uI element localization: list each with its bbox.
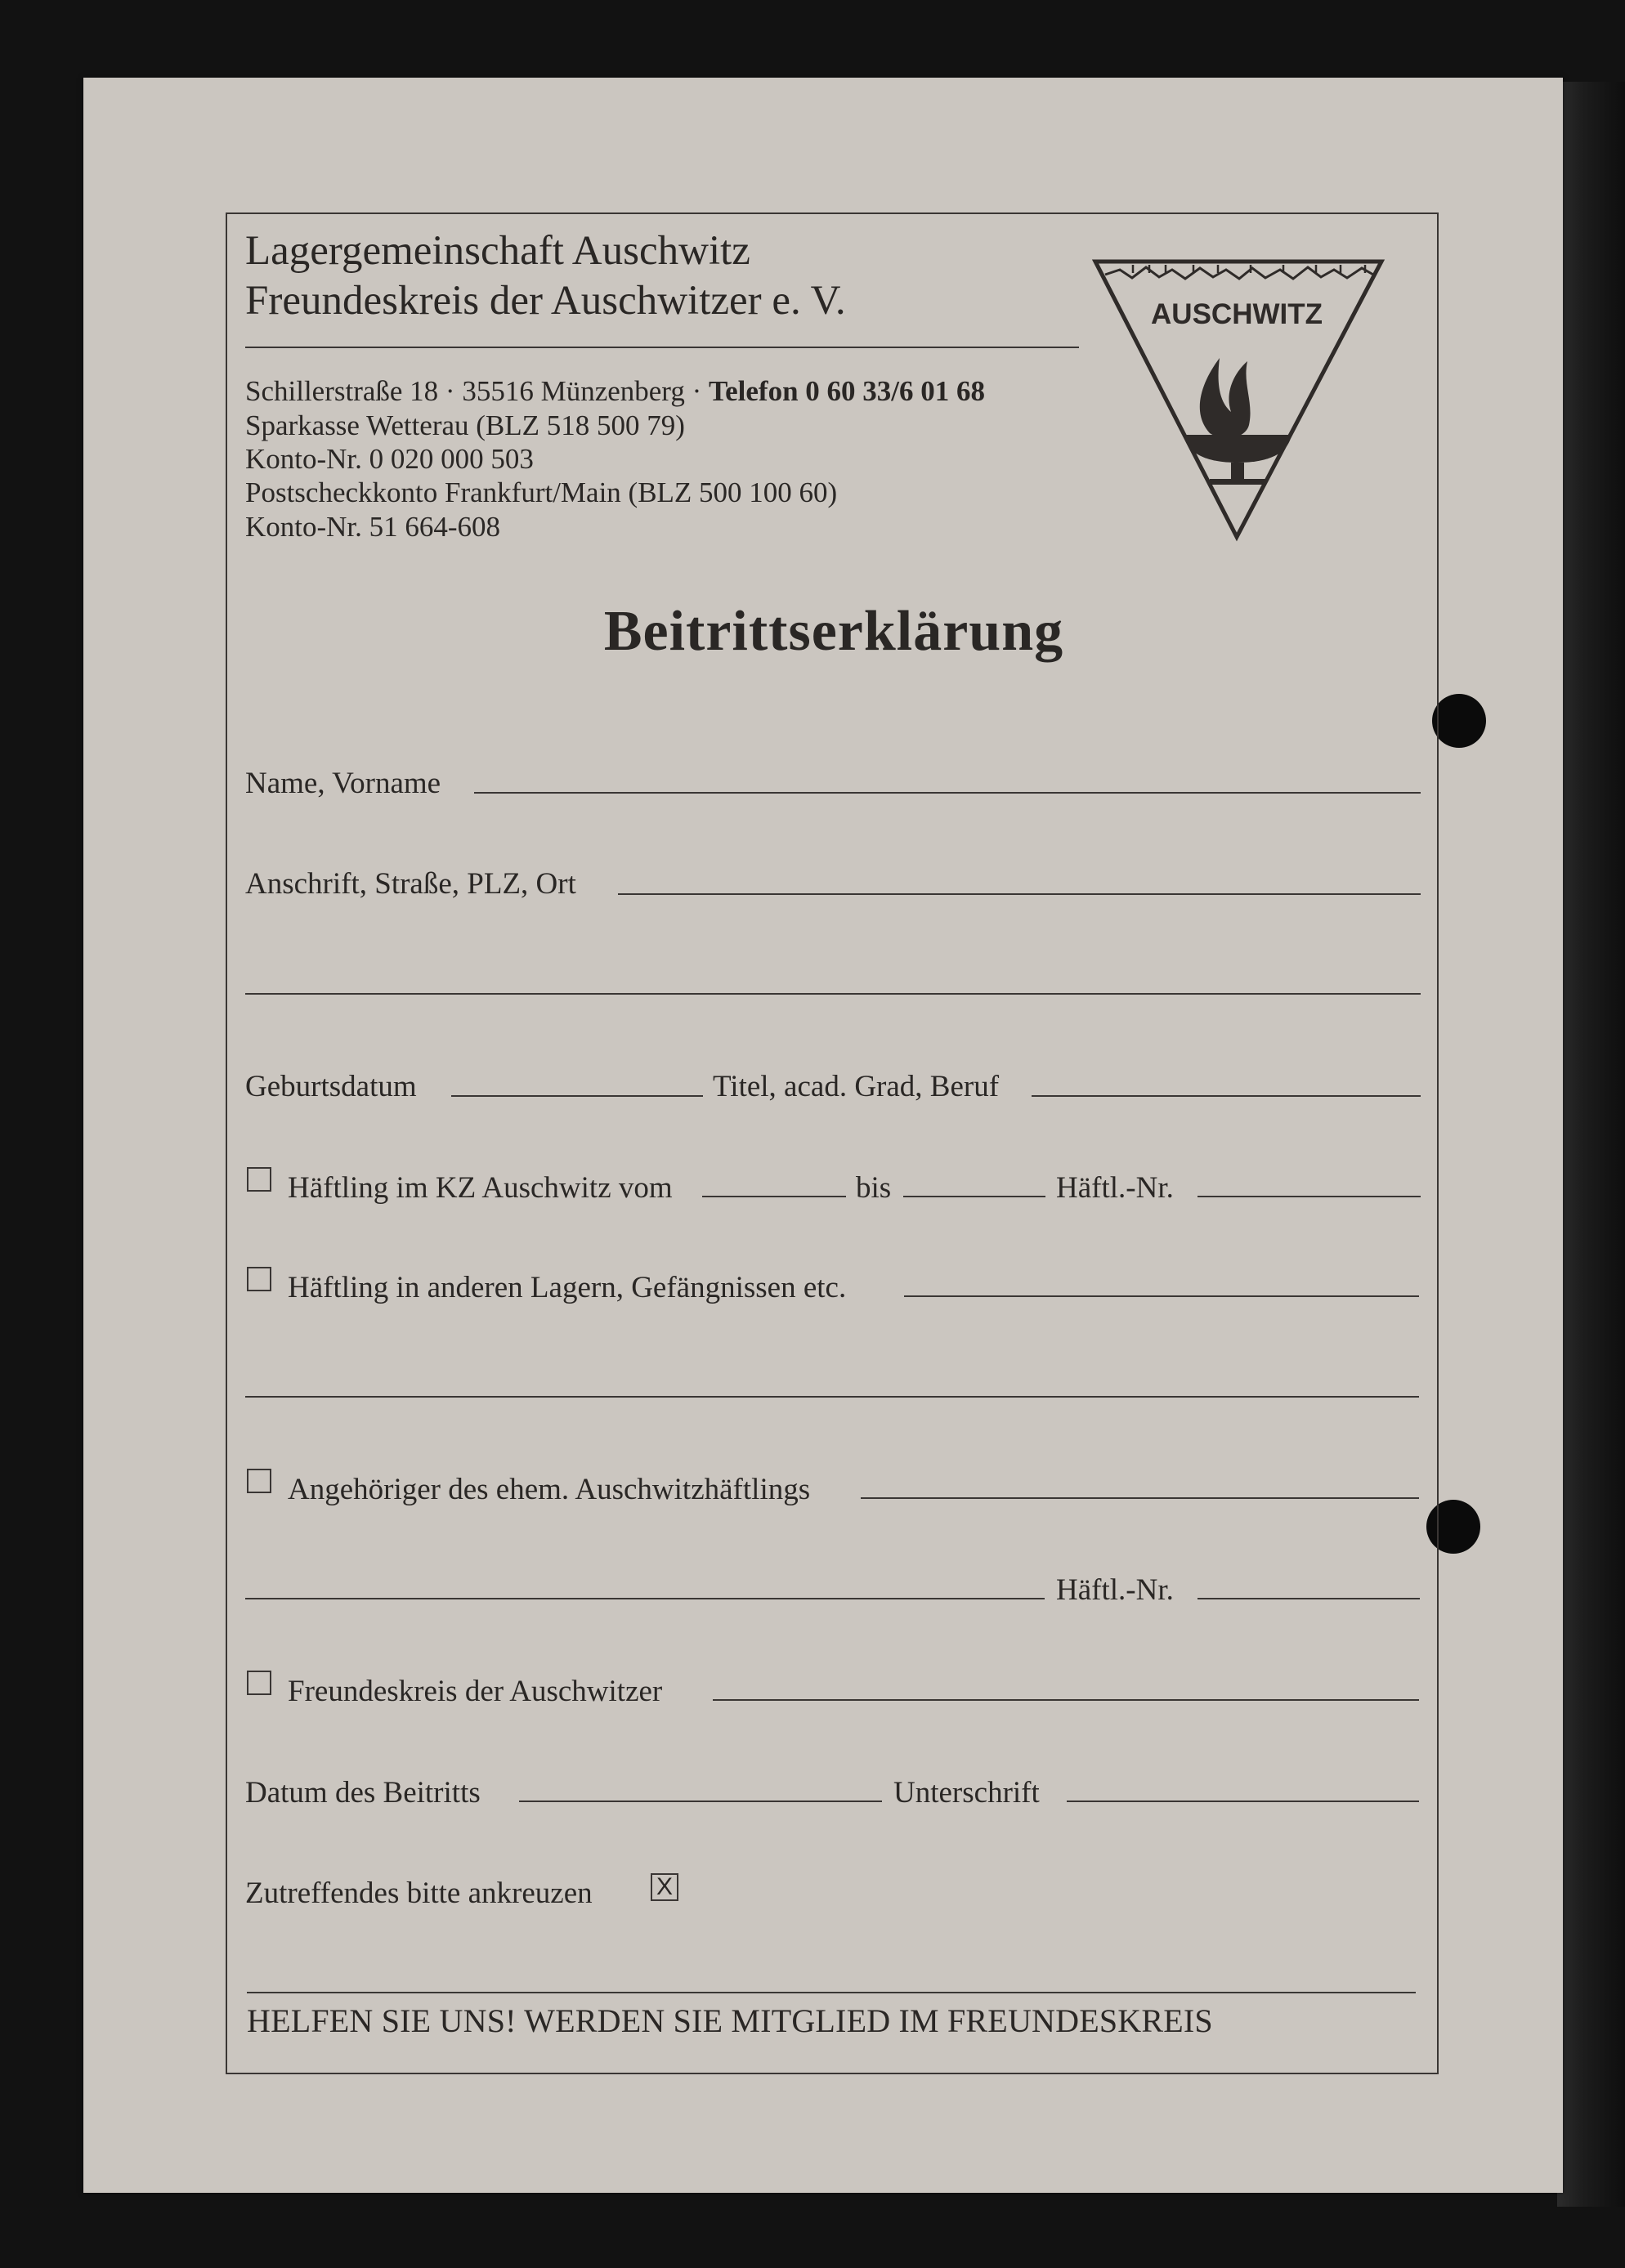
address-field-line-2[interactable] <box>245 993 1421 995</box>
address-line <box>245 377 985 405</box>
prisoner-other-camps-field-line-2[interactable] <box>245 1396 1419 1398</box>
phone-number: Telefon 0 60 33/6 01 68 <box>709 375 986 407</box>
friends-circle-label: Freundeskreis der Auschwitzer <box>288 1675 663 1708</box>
bowl-icon <box>1184 435 1291 463</box>
prisoner-other-camps-field[interactable] <box>904 1295 1419 1297</box>
friends-circle-checkbox[interactable] <box>247 1671 271 1695</box>
organization-name: Lagergemeinschaft Auschwitz <box>245 228 750 274</box>
prisoner-number-label: Häftl.-Nr. <box>1056 1171 1174 1205</box>
form-title: Beitrittserklärung <box>603 600 1064 663</box>
background-edge <box>1557 82 1625 2207</box>
join-date-field[interactable] <box>519 1801 882 1802</box>
name-label: Name, Vorname <box>245 767 441 800</box>
signature-field[interactable] <box>1067 1801 1419 1802</box>
prisoner-from-field[interactable] <box>702 1196 846 1197</box>
address-field[interactable] <box>618 893 1421 895</box>
bank-line-3: Postscheckkonto Frankfurt/Main (BLZ 500 100 60) <box>245 476 838 508</box>
bank-line-2: Konto-Nr. 0 020 000 503 <box>245 443 534 475</box>
prisoner-other-camps-checkbox[interactable] <box>247 1267 271 1291</box>
prisoner-other-camps-label: Häftling in anderen Lagern, Gefängnissen etc. <box>288 1271 847 1304</box>
join-date-label: Datum des Beitritts <box>245 1776 481 1809</box>
name-field[interactable] <box>474 792 1421 794</box>
academic-title-field[interactable] <box>1032 1095 1421 1097</box>
address-label: Anschrift, Straße, PLZ, Ort <box>245 867 576 901</box>
relative-checkbox[interactable] <box>247 1469 271 1493</box>
prisoner-number-field[interactable] <box>1197 1196 1421 1197</box>
relative-prisoner-number-field[interactable] <box>1197 1598 1420 1599</box>
prisoner-until-field[interactable] <box>903 1196 1045 1197</box>
header-divider <box>245 347 1079 348</box>
prisoner-auschwitz-checkbox[interactable] <box>247 1167 271 1192</box>
organization-subtitle: Freundeskreis der Auschwitzer e. V. <box>245 278 846 324</box>
footer-divider <box>247 1992 1416 1993</box>
street-address: Schillerstraße 18 · 35516 Münzenberg · <box>245 375 702 407</box>
bank-line-4: Konto-Nr. 51 664-608 <box>245 511 501 543</box>
bank-line-1: Sparkasse Wetterau (BLZ 518 500 79) <box>245 409 685 441</box>
auschwitz-triangle-logo <box>1087 253 1390 548</box>
relative-prisoner-number-label: Häftl.-Nr. <box>1056 1573 1174 1607</box>
punch-hole-top <box>1432 694 1486 748</box>
relative-field[interactable] <box>861 1497 1419 1499</box>
example-checked-box: X <box>651 1873 678 1901</box>
footer-slogan: HELFEN SIE UNS! WERDEN SIE MITGLIED IM FREUNDESKREIS <box>247 2002 1213 2039</box>
signature-label: Unterschrift <box>893 1776 1040 1809</box>
birthdate-field[interactable] <box>451 1095 703 1097</box>
academic-title-label: Titel, acad. Grad, Beruf <box>713 1070 1000 1103</box>
flame-icon <box>1200 358 1251 438</box>
relative-label: Angehöriger des ehem. Auschwitzhäftlings <box>288 1473 811 1506</box>
until-label: bis <box>856 1171 892 1205</box>
birthdate-label: Geburtsdatum <box>245 1070 417 1103</box>
prisoner-auschwitz-label: Häftling im KZ Auschwitz vom <box>288 1171 673 1205</box>
relative-field-line-2[interactable] <box>245 1598 1045 1599</box>
check-hint-label: Zutreffendes bitte ankreuzen <box>245 1877 593 1910</box>
logo-text: AUSCHWITZ <box>1151 298 1323 330</box>
friends-circle-field[interactable] <box>713 1699 1419 1701</box>
